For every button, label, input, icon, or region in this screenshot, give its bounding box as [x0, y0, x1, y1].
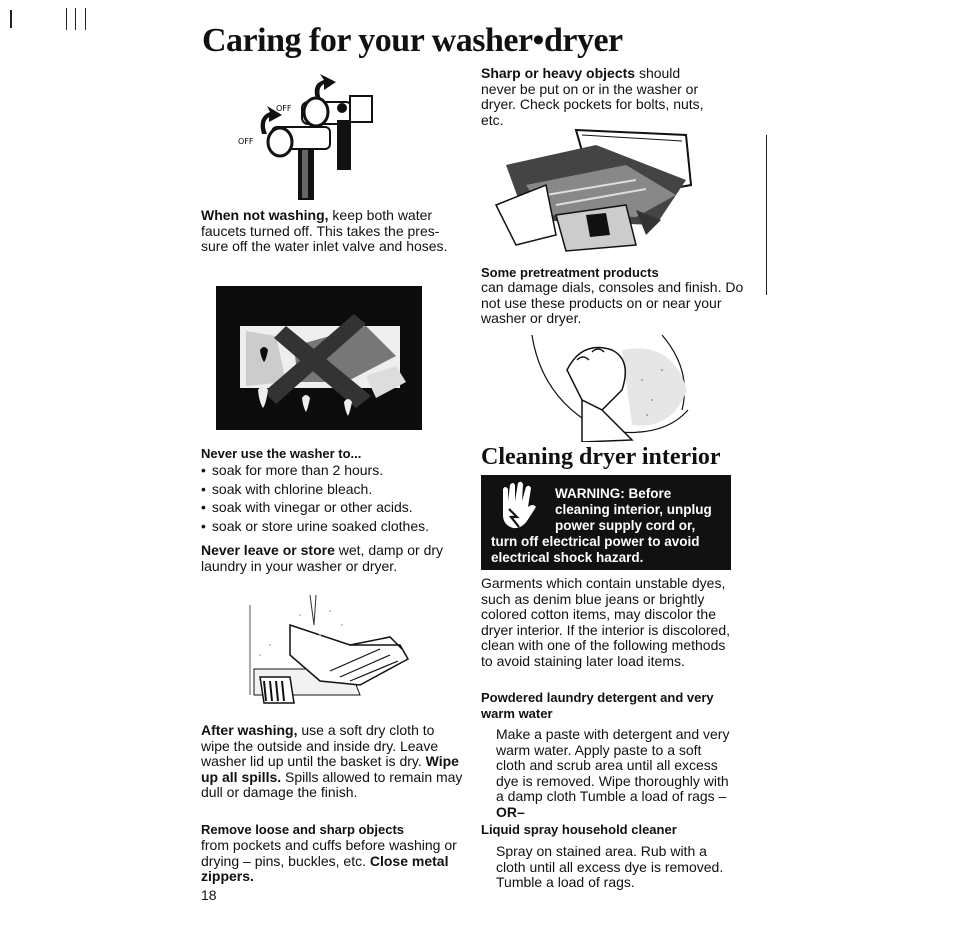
margin-mark [85, 8, 86, 30]
warning-line-5: electrical shock hazard. [491, 550, 644, 565]
margin-mark [10, 10, 12, 28]
warning-line-3: power supply cord or, [555, 518, 696, 533]
never-use-heading: Never use the washer to... [201, 446, 362, 461]
method1-or: OR– [496, 803, 525, 820]
jeans-illustration [486, 125, 696, 255]
page-title: Caring for your washer•dryer [202, 22, 623, 59]
sharp-objects-lead: Sharp or heavy objects [481, 65, 636, 81]
remove-objects-text [201, 838, 463, 885]
no-soak-illustration [216, 286, 422, 430]
after-washing-text [201, 723, 463, 801]
cleaning-heading: Cleaning dryer interior [481, 444, 721, 470]
wipe-spills: Wipe up all spills. [201, 753, 459, 785]
never-use-list [201, 461, 463, 535]
warning-box [481, 475, 731, 570]
list-item: • soak for more than 2 hours. [201, 461, 463, 480]
after-washing-lead: After washing, [201, 722, 298, 738]
faucet-illustration [232, 72, 392, 202]
method2-heading: Liquid spray household cleaner [481, 822, 677, 837]
margin-mark [766, 135, 767, 295]
warning-line-2: cleaning interior, unplug [555, 502, 712, 517]
warning-line-1: WARNING: Before [555, 486, 672, 501]
faucets-caption [201, 208, 463, 255]
remove-objects-heading: Remove loose and sharp objects [201, 822, 405, 837]
faucets-caption-text: keep both water faucets turned off. This takes the pres-sure off the water inlet valve and hoses. [201, 207, 448, 255]
margin-mark [75, 8, 76, 30]
list-item: • soak with vinegar or other acids. [201, 498, 463, 517]
list-item: • soak with chlorine bleach. [201, 480, 463, 499]
warning-line-4: turn off electrical power to avoid [491, 534, 700, 549]
sharp-objects-rest: should never be put on or in the washer or dryer. Check pockets for bolts, nuts, etc. [481, 65, 704, 128]
wipe-illustration [230, 585, 410, 710]
dryer-hand-illustration [522, 330, 692, 442]
page-number: 18 [201, 887, 217, 903]
method1-heading: Powdered laundry detergent and very warm water [481, 690, 714, 721]
method1-text [496, 727, 732, 821]
sharp-objects-text [481, 66, 713, 128]
never-leave-lead: Never leave or store [201, 542, 335, 558]
garments-text: Garments which contain unstable dyes, such as denim blue jeans or brightly colored cotton items, may discolor the dryer interior. If the interior is discolored, clean with one of the following methods to avoid staining later load items. [481, 575, 730, 669]
faucet-label-upper: OFF [276, 104, 292, 113]
after-washing-mid: use a soft dry cloth to wipe the outside and inside dry. Leave washer lid up until the basket is dry. [201, 722, 439, 770]
remove-objects-body: from pockets and cuffs before washing or drying – pins, buckles, etc. [201, 837, 457, 869]
never-leave-text [201, 543, 451, 574]
list-item: • soak or store urine soaked clothes. [201, 517, 463, 536]
warning-hand-icon [495, 481, 539, 531]
faucets-caption-lead: When not washing, [201, 207, 329, 223]
pretreatment-text: can damage dials, consoles and finish. Do not use these products on or near your washer or dryer. [481, 279, 744, 327]
method1-body: Make a paste with detergent and very warm water. Apply paste to a soft cloth and scrub area until all excess dye is removed. Wipe thoroughly with a damp cloth Tumble a load of rags – [496, 726, 730, 805]
faucet-label-lower: OFF [238, 137, 254, 146]
close-zippers: Close metal zippers. [201, 852, 449, 885]
margin-mark [66, 8, 67, 30]
after-washing-rest: Spills allowed to remain may dull or damage the finish. [201, 768, 463, 801]
method2-text: Spray on stained area. Rub with a cloth until all excess dye is removed. Tumble a load of rags. [496, 843, 724, 891]
pretreatment-heading: Some pretreatment products [481, 265, 659, 280]
never-leave-rest: wet, damp or dry laundry in your washer or dryer. [201, 542, 444, 574]
